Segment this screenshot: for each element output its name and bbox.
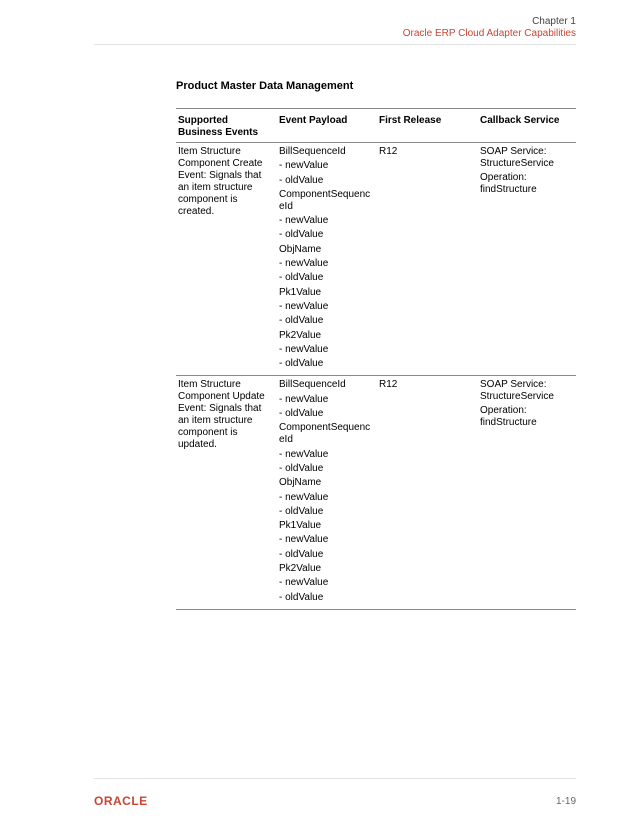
- callback-operation: Operation: findStructure: [480, 172, 537, 195]
- payload-cell: [277, 143, 377, 376]
- payload-line: Pk2Value: [279, 329, 322, 341]
- payload-line: - newValue: [279, 343, 329, 355]
- payload-line: - oldValue: [279, 408, 324, 420]
- payload-line: Pk1Value: [279, 286, 322, 298]
- payload-line: ObjName: [279, 243, 322, 255]
- payload-line: - oldValue: [279, 358, 324, 370]
- page-number: 1-19: [555, 796, 576, 807]
- payload-line: - oldValue: [279, 591, 324, 603]
- callback-service: SOAP Service: StructureService: [480, 146, 554, 169]
- column-header: Event Payload: [279, 115, 348, 126]
- payload-line: - oldValue: [279, 548, 324, 560]
- event-cell: Item Structure Component Create Event: Signals that an item structure component is created.: [178, 146, 263, 217]
- section-title: Product Master Data Management: [176, 80, 354, 92]
- header-divider: [94, 44, 576, 45]
- payload-line: BillSequenceId: [279, 146, 346, 157]
- payload-line: - oldValue: [279, 505, 324, 517]
- payload-line: ComponentSequenceId: [279, 422, 371, 446]
- footer-divider: [94, 778, 576, 779]
- payload-line: ComponentSequenceId: [279, 188, 371, 212]
- callback-cell: [478, 143, 576, 376]
- payload-line: - newValue: [279, 534, 329, 546]
- chapter-title: Oracle ERP Cloud Adapter Capabilities: [402, 28, 576, 39]
- payload-line: - newValue: [279, 393, 329, 405]
- payload-line: - newValue: [279, 577, 329, 589]
- table-row: [176, 143, 576, 376]
- column-header: Callback Service: [480, 115, 560, 126]
- payload-line: BillSequenceId: [279, 379, 346, 391]
- payload-line: - newValue: [279, 491, 329, 503]
- release-cell: R12: [379, 379, 398, 391]
- callback-operation: Operation: findStructure: [480, 405, 537, 429]
- column-header: First Release: [379, 115, 442, 126]
- payload-line: - newValue: [279, 258, 329, 270]
- column-header: Supported Business Events: [178, 115, 259, 138]
- payload-line: Pk2Value: [279, 563, 322, 575]
- payload-line: - oldValue: [279, 174, 324, 186]
- payload-line: - newValue: [279, 160, 329, 172]
- table-header-row: [176, 109, 576, 143]
- payload-cell: [277, 376, 377, 609]
- payload-line: - oldValue: [279, 462, 324, 474]
- chapter-label: Chapter 1: [532, 16, 576, 27]
- payload-line: - oldValue: [279, 229, 324, 241]
- oracle-logo: ORACLE: [94, 794, 148, 808]
- callback-cell: [478, 376, 576, 609]
- event-cell: Item Structure Component Update Event: Signals that an item structure component is updated.: [178, 379, 265, 451]
- payload-line: - newValue: [279, 300, 329, 312]
- release-cell: R12: [379, 146, 398, 157]
- callback-service: SOAP Service: StructureService: [480, 379, 554, 403]
- payload-line: - newValue: [279, 448, 329, 460]
- table-row: [176, 376, 576, 609]
- business-events-table: [176, 108, 576, 610]
- payload-line: - newValue: [279, 215, 329, 227]
- payload-line: - oldValue: [279, 272, 324, 284]
- payload-line: - oldValue: [279, 315, 324, 327]
- payload-line: Pk1Value: [279, 520, 322, 532]
- payload-line: ObjName: [279, 477, 322, 489]
